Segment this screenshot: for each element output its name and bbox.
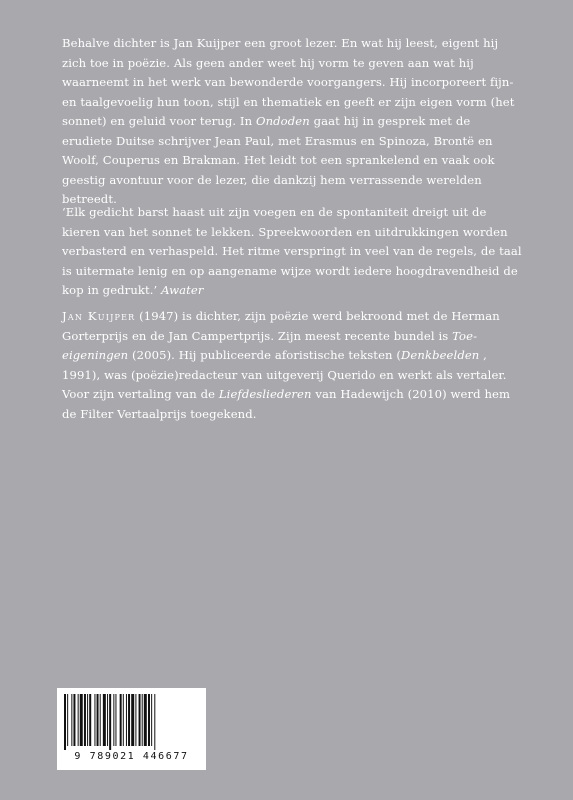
barcode-bar: [120, 694, 122, 746]
isbn-number: 9 789021 446677: [74, 751, 189, 762]
bio-book-3: Liefdesliederen: [218, 387, 312, 401]
barcode-bar: [97, 694, 99, 746]
quote-text: ‘Elk gedicht barst haast uit zijn voegen en de spontaniteit dreigt uit de kieren van het sonnet te lekken. Spreekwoorden en uitdrukkingen worden verbasterd en verhaspeld. Het ritme verspringt in veel van de regels, de taal is uitermate lenig en op aangename wijze wordt iedere hoogdravendheid de kop in gedrukt.’: [62, 205, 522, 297]
barcode-bar: [115, 694, 116, 746]
bio-book-1: Toe-eigeningen: [62, 328, 478, 362]
barcode-bar: [148, 694, 150, 746]
book-title: Ondoden: [255, 114, 310, 128]
barcode-bar: [151, 694, 152, 746]
bio-text-4: van Hadewijch (2010) werd hem de Filter Vertaalprijs toegekend.: [62, 387, 511, 421]
barcode-bars: [62, 694, 201, 750]
barcode-bar: [73, 694, 75, 746]
barcode-bar: [128, 694, 130, 746]
barcode-bar: [103, 694, 106, 746]
bio-text: (1947) is dichter, zijn poëzie werd bekroond met de Herman Gorterprijs en de Jan Campertprijs. Zijn meest recente bundel is: [62, 309, 500, 343]
barcode-bar: [100, 694, 101, 746]
barcode-bar: [71, 694, 72, 746]
review-quote: [62, 203, 524, 301]
quote-source: Awater: [161, 283, 204, 297]
barcode-bar: [135, 694, 136, 746]
barcode-bar: [123, 694, 124, 746]
description-text-cont: gaat hij in gesprek met de erudiete Duitse schrijver Jean Paul, met Erasmus en Spinoza, Brontë en Woolf, Couperus en Brakman. Het leidt tot een sprankelend en vaak ook geestig avontuur voor de lezer, die dankzij hem verrassende werelden betreedt.: [62, 114, 495, 206]
barcode-bar: [94, 694, 95, 746]
barcode-bar: [144, 694, 147, 746]
author-name: Jan Kuijper: [62, 309, 136, 323]
barcode-bar: [87, 694, 88, 746]
barcode-bar: [126, 694, 127, 746]
barcode-bar: [107, 694, 108, 746]
barcode-bar: [78, 694, 79, 746]
barcode-bar: [154, 694, 155, 750]
barcode-bar: [131, 694, 134, 746]
bio-text-3: , 1991), was (poëzie)redacteur van uitgeverij Querido en werkt als vertaler. Voor zijn vertaling van de: [62, 348, 507, 401]
barcode-bar: [84, 694, 86, 746]
barcode-bar: [139, 694, 141, 746]
barcode-bar: [109, 694, 111, 750]
bio-text-2: (2005). Hij publiceerde aforistische teksten (: [128, 348, 402, 362]
barcode-bar: [80, 694, 83, 746]
description-text: Behalve dichter is Jan Kuijper een groot lezer. En wat hij leest, eigent hij zich toe in poëzie. Als geen ander weet hij vorm te geven aan wat hij waarneemt in het werk van bewonderde voorgangers. Hij incorporeert fijn- en taalgevoelig hun toon, stijl en thematiek en geeft er zijn eigen vorm (het sonnet) en geluid voor terug. In: [62, 36, 515, 128]
book-description: [62, 34, 524, 210]
barcode-bar: [89, 694, 91, 746]
isbn-barcode: [57, 688, 206, 770]
author-bio: [62, 307, 524, 424]
barcode-bar: [142, 694, 143, 746]
barcode-bar: [113, 694, 114, 746]
barcode-bar: [64, 694, 66, 750]
bio-book-2: Denkbeelden: [401, 348, 480, 362]
barcode-bar: [67, 694, 68, 746]
